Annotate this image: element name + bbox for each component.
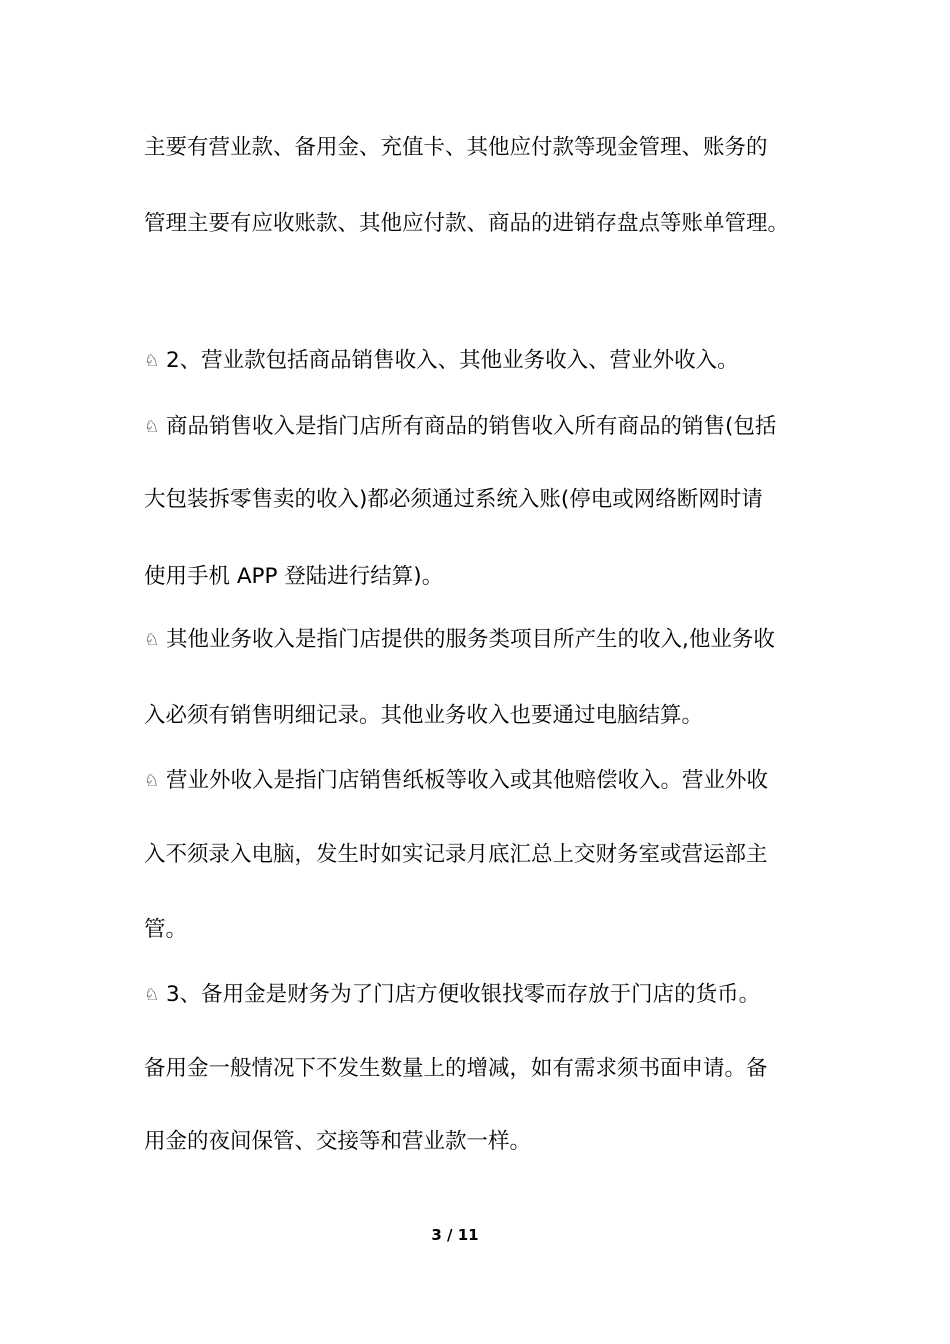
text-line: 管理主要有应收账款、其他应付款、商品的进销存盘点等账单管理。 xyxy=(144,211,790,236)
text-line: ♘ 2、营业款包括商品销售收入、其他业务收入、营业外收入。 xyxy=(144,346,870,376)
text-line: ♘ 其他业务收入是指门店提供的服务类项目所产生的收入,他业务收 xyxy=(144,625,870,655)
page-number: 3 / 11 xyxy=(431,1226,479,1244)
text-line: 用金的夜间保管、交接等和营业款一样。 xyxy=(144,1129,532,1154)
text-line: 使用手机 APP 登陆进行结算)。 xyxy=(144,564,444,589)
text-line: 主要有营业款、备用金、充值卡、其他应付款等现金管理、账务的 xyxy=(144,135,768,160)
penguin-bullet-icon: ♘ xyxy=(144,630,160,650)
text-line: 管。 xyxy=(144,917,188,942)
text-line: ♘ 商品销售收入是指门店所有商品的销售收入所有商品的销售(包括 xyxy=(144,412,870,442)
text-line: 大包装拆零售卖的收入)都必须通过系统入账(停电或网络断网时请 xyxy=(144,487,763,512)
penguin-bullet-icon: ♘ xyxy=(144,985,160,1005)
penguin-bullet-icon: ♘ xyxy=(144,417,160,437)
text-line: ♘ 3、备用金是财务为了门店方便收银找零而存放于门店的货币。 xyxy=(144,980,870,1010)
text-line: 备用金一般情况下不发生数量上的增减，如有需求须书面申请。备 xyxy=(144,1056,768,1081)
penguin-bullet-icon: ♘ xyxy=(144,351,160,371)
penguin-bullet-icon: ♘ xyxy=(144,771,160,791)
text-line: ♘ 营业外收入是指门店销售纸板等收入或其他赔偿收入。营业外收 xyxy=(144,766,870,796)
text-line: 入必须有销售明细记录。其他业务收入也要通过电脑结算。 xyxy=(144,703,704,728)
text-line: 入不须录入电脑，发生时如实记录月底汇总上交财务室或营运部主 xyxy=(144,842,768,867)
